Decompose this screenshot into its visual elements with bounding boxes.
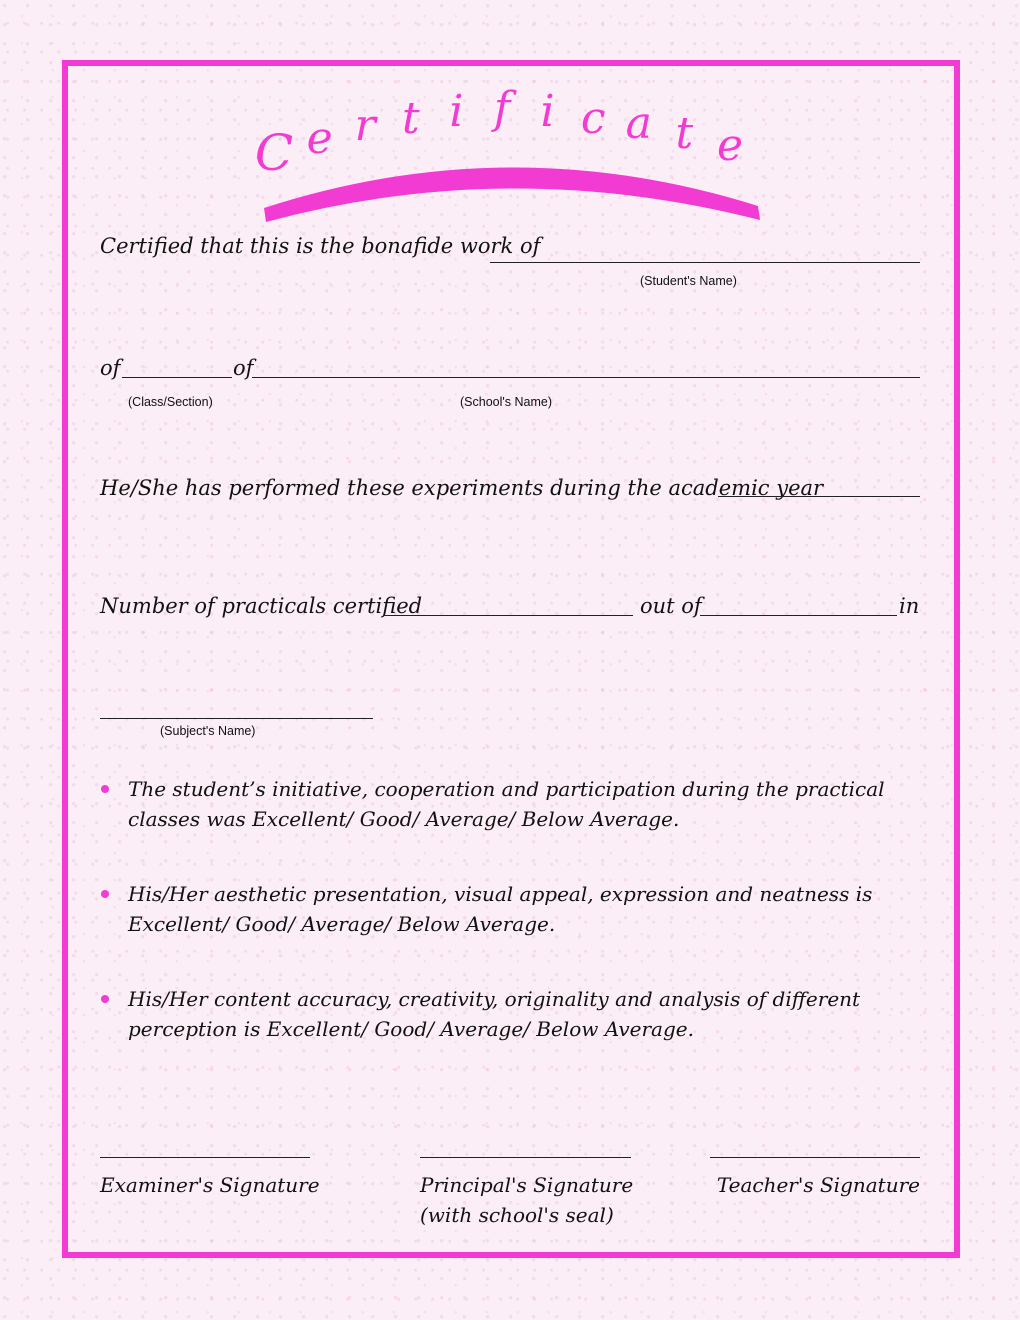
bullet-dot-1 — [101, 785, 109, 793]
principal-seal-note: (with school's seal) — [420, 1203, 614, 1227]
certificate-title — [250, 88, 770, 228]
assessment-bullet-3: His/Her content accuracy, creativity, originality and analysis of different perception is Excellent/ Good/ Average/ Below Average. — [128, 987, 861, 1041]
title-arc-swoosh — [264, 167, 760, 222]
class-section-line[interactable] — [122, 377, 232, 378]
teacher-signature-label: Teacher's Signature — [716, 1173, 920, 1197]
subject-name-line[interactable] — [100, 718, 373, 719]
title-letter: i — [449, 88, 464, 137]
title-letter: t — [401, 93, 420, 144]
bullet-dot-2 — [101, 890, 109, 898]
student-name-line[interactable] — [490, 262, 920, 263]
academic-year-statement: He/She has performed these experiments during the academic year — [100, 476, 824, 500]
title-letter: c — [580, 93, 606, 144]
practicals-certified-label: Number of practicals certified — [100, 594, 423, 618]
title-letter: e — [716, 120, 744, 171]
school-name-caption: (School's Name) — [460, 395, 552, 409]
subject-name-caption: (Subject's Name) — [160, 724, 256, 738]
class-section-caption: (Class/Section) — [128, 395, 213, 409]
examiner-signature-line[interactable] — [100, 1157, 310, 1158]
title-letter: C — [254, 124, 294, 182]
examiner-signature-label: Examiner's Signature — [100, 1173, 320, 1197]
title-letter: i — [540, 88, 555, 137]
academic-year-line[interactable] — [718, 496, 920, 497]
of-label-1: of — [100, 356, 121, 380]
title-letter: t — [675, 108, 694, 159]
principal-signature-line[interactable] — [420, 1157, 631, 1158]
of-label-2: of — [233, 356, 254, 380]
title-letter: r — [354, 100, 376, 151]
student-name-caption: (Student's Name) — [640, 274, 737, 288]
out-of-label: out of — [640, 594, 702, 618]
title-letter: a — [625, 98, 652, 149]
school-name-line[interactable] — [252, 377, 920, 378]
bullet-dot-3 — [101, 995, 109, 1003]
title-letter: e — [306, 113, 333, 164]
teacher-signature-line[interactable] — [710, 1157, 920, 1158]
total-practicals-line[interactable] — [700, 615, 897, 616]
in-label: in — [899, 594, 920, 618]
title-letter: f — [493, 88, 511, 134]
assessment-bullet-2: His/Her aesthetic presentation, visual appeal, expression and neatness is Excellent/ Good/ Average/ Below Average. — [128, 882, 873, 936]
principal-signature-label: Principal's Signature — [420, 1173, 634, 1197]
assessment-bullet-1: The student’s initiative, cooperation and participation during the practical classes was Excellent/ Good/ Average/ Below Average. — [128, 777, 885, 831]
practicals-certified-line[interactable] — [383, 615, 633, 616]
bonafide-statement: Certified that this is the bonafide work of — [100, 234, 541, 258]
